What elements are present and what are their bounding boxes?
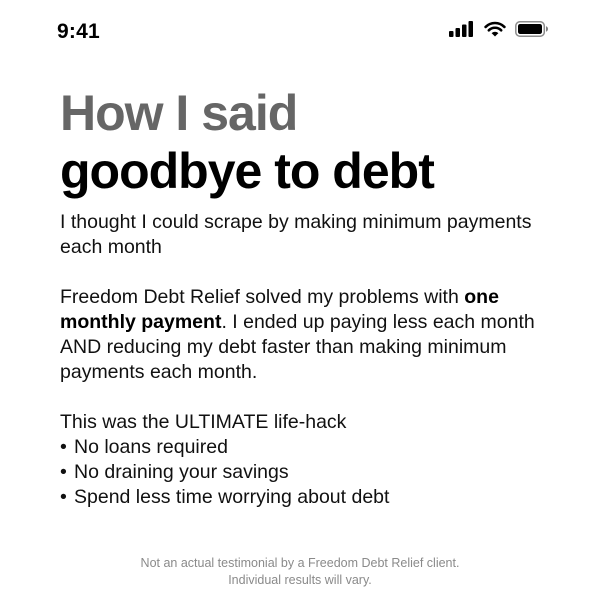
headline-line-1: How I said <box>60 85 298 141</box>
status-icons <box>449 21 549 37</box>
benefit-item: • No draining your savings <box>60 460 550 485</box>
benefit-list <box>60 435 550 510</box>
benefit-item: • Spend less time worrying about debt <box>60 485 550 510</box>
wifi-icon <box>484 21 506 37</box>
paragraph-solution-emphasis: one monthly payment <box>60 286 499 333</box>
headline-line-2: goodbye to debt <box>60 143 434 199</box>
status-time: 9:41 <box>57 20 100 43</box>
paragraph-solution-end: . I ended up paying less each month AND reducing my debt faster than making minimum payments each month. <box>60 311 535 383</box>
status-bar <box>0 0 600 60</box>
battery-icon <box>515 21 549 37</box>
cellular-signal-icon <box>449 21 475 37</box>
testimonial-body <box>60 210 550 510</box>
disclaimer-line-2: Individual results will vary. <box>228 573 372 587</box>
headline <box>60 84 434 200</box>
disclaimer-line-1: Not an actual testimonial by a Freedom Debt Relief client. <box>140 556 460 570</box>
disclaimer <box>0 555 600 589</box>
paragraph-intro: I thought I could scrape by making minimum payments each month <box>60 211 532 258</box>
paragraph-solution-start: Freedom Debt Relief solved my problems with <box>60 286 465 308</box>
paragraph-solution <box>60 285 550 385</box>
list-intro: This was the ULTIMATE life-hack <box>60 411 347 433</box>
benefit-item: • No loans required <box>60 435 550 460</box>
